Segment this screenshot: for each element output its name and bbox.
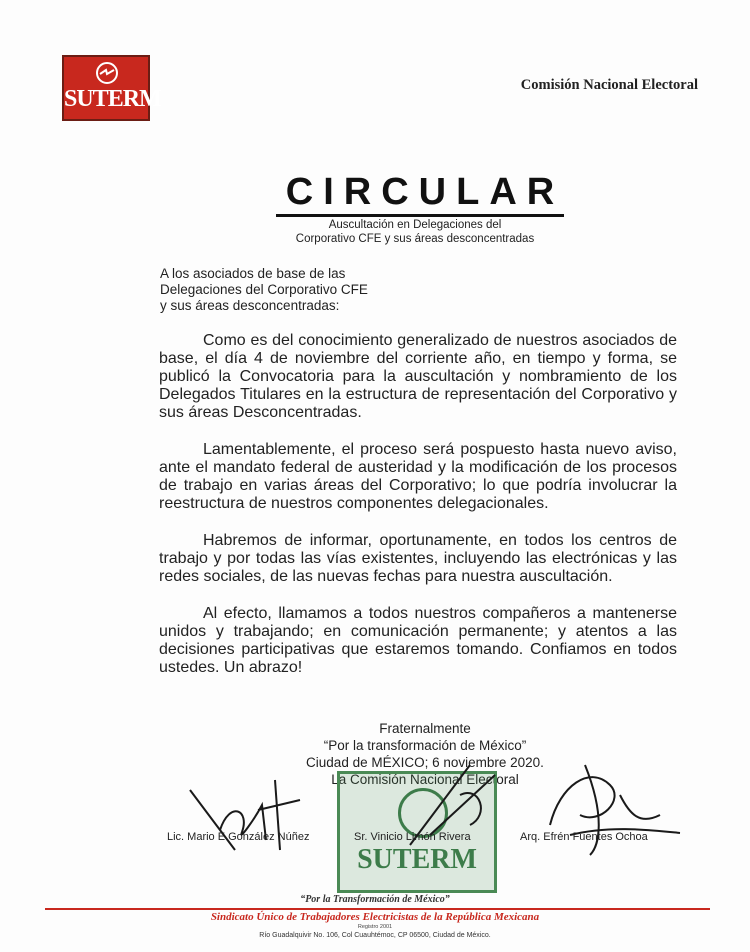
addressee-line: y sus áreas desconcentradas: (160, 298, 340, 313)
closing-line: Fraternalmente (379, 721, 471, 736)
closing-line: “Por la transformación de México” (323, 738, 527, 753)
registration-number: Registro 2001 (357, 924, 393, 930)
union-address: Río Guadalquivir No. 106, Col Cuauhtémoc, CP 06500, Ciudad de México. (259, 932, 491, 939)
addressee-line: A los asociados de base de las (160, 266, 346, 281)
body-paragraph: Lamentablemente, el proceso será pospuesto hasta nuevo aviso, ante el mandato federal de austeridad y la modificación de los procesos de trabajo en varias áreas del Corporativo; lo que podría involucrar la reestructura de nuestros componentes delegacionales. (159, 441, 677, 512)
footer-motto: “Por la Transformación de México” (300, 894, 450, 905)
document-title: CIRCULAR (276, 170, 564, 217)
subtitle-line: Corporativo CFE y sus áreas desconcentradas (295, 233, 535, 245)
addressee-line: Delegaciones del Corporativo CFE (160, 282, 368, 297)
closing-line: La Comisión Nacional Electoral (331, 772, 519, 787)
body-paragraph: Habremos de informar, oportunamente, en todos los centros de trabajo y por todas las vías existentes, incluyendo las electrónicas y las redes sociales, de las nuevas fechas para nuestra auscultación. (159, 532, 677, 585)
signer-name: Sr. Vinicio Limón Rivera (354, 831, 471, 843)
closing-line: Ciudad de MÉXICO; 6 noviembre 2020. (306, 755, 544, 770)
suterm-logo (62, 55, 161, 121)
body-paragraph: Como es del conocimiento generalizado de nuestros asociados de base, el día 4 de noviembre del corriente año, en tiempo y forma, se publicó la Convocatoria para la auscultación y nombramiento de los Delegados Titulares en la estructura de representación del Corporativo y sus áreas Desconcentradas. (159, 332, 677, 421)
body-paragraph: Al efecto, llamamos a todos nuestros compañeros a mantenerse unidos y trabajando; en comunicación permanente; y atentos a las decisiones participativas que estaremos tomando. Confiamos en todos ustedes. Un abrazo! (159, 605, 677, 676)
subtitle-line: Auscultación en Delegaciones del (328, 219, 502, 231)
signer-name: Lic. Mario E.González Núñez (167, 831, 310, 843)
letter-body (159, 332, 677, 696)
signature-left (180, 770, 310, 860)
signer-name: Arq. Efrén Fuentes Ochoa (520, 831, 648, 843)
union-name: Sindicato Único de Trabajadores Electricistas de la República Mexicana (210, 911, 540, 923)
addressee-block (160, 266, 368, 314)
document-title-block (0, 170, 750, 217)
document-subtitle (280, 218, 550, 246)
logo-text: SUTERM (64, 86, 161, 112)
lightning-emblem-icon (94, 60, 120, 86)
signature-right (530, 755, 690, 865)
footer-divider (45, 908, 710, 910)
stamp-text: SUTERM (357, 844, 477, 875)
organization-name: Comisión Nacional Electoral (520, 77, 698, 93)
